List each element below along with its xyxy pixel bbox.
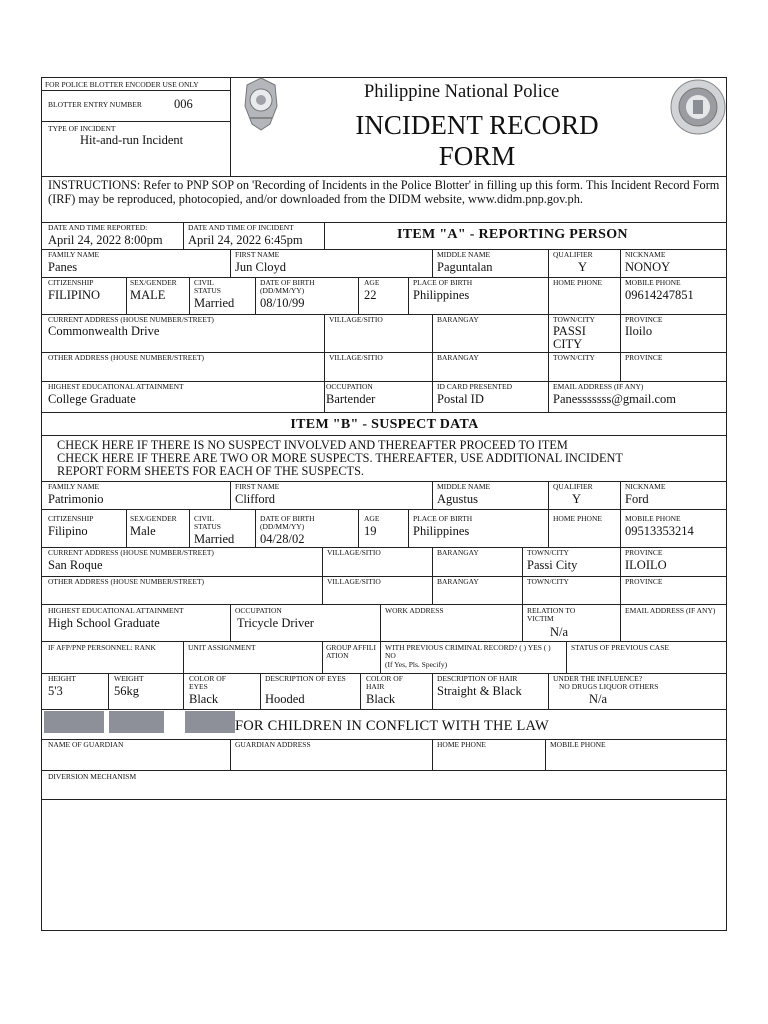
divider bbox=[183, 222, 184, 249]
divider bbox=[42, 709, 727, 710]
divider bbox=[620, 576, 621, 604]
reporter-id-card[interactable]: Postal ID bbox=[437, 392, 484, 406]
reporter-current-address[interactable]: Commonwealth Drive bbox=[48, 324, 160, 338]
village-label: VILLAGE/SITIO bbox=[329, 315, 383, 324]
children-heading: FOR CHILDREN IN CONFLICT WITH THE LAW bbox=[235, 718, 549, 734]
province-label: PROVINCE bbox=[625, 315, 663, 324]
suspect-nickname[interactable]: Ford bbox=[625, 492, 649, 506]
divider bbox=[255, 509, 256, 547]
town-label: TOWN/CITY bbox=[527, 577, 569, 586]
criminal-record-sub: (If Yes, Pls. Specify) bbox=[385, 660, 448, 669]
divider bbox=[620, 314, 621, 352]
divider bbox=[42, 739, 727, 740]
other-address-label: OTHER ADDRESS (HOUSE NUMBER/STREET) bbox=[48, 353, 205, 362]
relation-label: RELATION TO VICTIM bbox=[527, 606, 576, 623]
influence-label: UNDER THE INFLUENCE? bbox=[553, 674, 643, 683]
mobile-phone-label: MOBILE PHONE bbox=[625, 278, 681, 287]
divider bbox=[545, 739, 546, 770]
multiple-suspects-check-line2: REPORT FORM SHEETS FOR EACH OF THE SUSPECTS. bbox=[57, 464, 364, 478]
town-label: TOWN/CITY bbox=[553, 315, 595, 324]
suspect-middle-name[interactable]: Agustus bbox=[437, 492, 478, 506]
civil-status-label: CIVIL STATUS bbox=[194, 278, 221, 295]
guardian-name-label: NAME OF GUARDIAN bbox=[48, 740, 124, 749]
reporter-family-name[interactable]: Panes bbox=[48, 260, 78, 274]
divider bbox=[620, 547, 621, 576]
divider bbox=[324, 314, 325, 352]
divider bbox=[432, 249, 433, 277]
suspect-family-name[interactable]: Patrimonio bbox=[48, 492, 104, 506]
education-label: HIGHEST EDUCATIONAL ATTAINMENT bbox=[48, 382, 184, 391]
divider bbox=[620, 249, 621, 277]
divider bbox=[620, 604, 621, 641]
nickname-label: NICKNAME bbox=[625, 250, 666, 259]
criminal-record-label: WITH PREVIOUS CRIMINAL RECORD? ( ) YES ( ) NO bbox=[385, 643, 551, 660]
divider bbox=[230, 78, 231, 176]
guardian-home-phone-label: HOME PHONE bbox=[437, 740, 486, 749]
family-name-label: FAMILY NAME bbox=[48, 482, 100, 491]
divider bbox=[42, 121, 230, 122]
divider bbox=[183, 641, 184, 673]
divider bbox=[432, 673, 433, 709]
divider bbox=[620, 509, 621, 547]
suspect-civil-status[interactable]: Married bbox=[194, 532, 235, 546]
reporter-first-name[interactable]: Jun Cloyd bbox=[235, 260, 287, 274]
town-label: TOWN/CITY bbox=[553, 353, 595, 362]
suspect-qualifier[interactable]: Y bbox=[572, 492, 582, 506]
reporter-province[interactable]: Iloilo bbox=[625, 324, 653, 338]
no-suspect-check[interactable]: CHECK HERE IF THERE IS NO SUSPECT INVOLVED AND THEREAFTER PROCEED TO ITEM bbox=[57, 438, 568, 452]
form-title: INCIDENT RECORD bbox=[355, 110, 599, 140]
education-label: HIGHEST EDUCATIONAL ATTAINMENT bbox=[48, 606, 184, 615]
suspect-education[interactable]: High School Graduate bbox=[48, 616, 160, 630]
middle-name-label: MIDDLE NAME bbox=[437, 250, 491, 259]
divider bbox=[360, 673, 361, 709]
divider bbox=[324, 222, 325, 249]
suspect-eye-color[interactable]: Black bbox=[189, 692, 219, 706]
suspect-weight[interactable]: 56kg bbox=[114, 684, 139, 698]
reporter-town[interactable]: PASSI bbox=[553, 324, 586, 338]
reporter-citizenship[interactable]: FILIPINO bbox=[48, 288, 101, 302]
sex-label: SEX/GENDER bbox=[130, 514, 177, 523]
age-label: AGE bbox=[364, 278, 380, 287]
divider bbox=[432, 481, 433, 509]
village-label: VILLAGE/SITIO bbox=[327, 548, 381, 557]
divider bbox=[408, 509, 409, 547]
divider bbox=[189, 277, 190, 314]
diversion-mechanism-label: DIVERSION MECHANISM bbox=[48, 772, 137, 781]
influence-options: NO DRUGS LIQUOR OTHERS bbox=[559, 682, 659, 691]
group-affiliation-label: GROUP AFFILIATION bbox=[326, 643, 376, 660]
redacted-box bbox=[185, 711, 235, 733]
divider bbox=[380, 604, 381, 641]
divider bbox=[255, 277, 256, 314]
divider bbox=[358, 509, 359, 547]
afp-rank-label: IF AFP/PNP PERSONNEL: RANK bbox=[48, 643, 156, 652]
village-label: VILLAGE/SITIO bbox=[327, 577, 381, 586]
date-reported-value[interactable]: April 24, 2022 8:00pm bbox=[48, 233, 163, 247]
divider bbox=[380, 641, 381, 673]
work-address-label: WORK ADDRESS bbox=[385, 606, 444, 615]
encoder-use-label: FOR POLICE BLOTTER ENCODER USE ONLY bbox=[45, 80, 199, 89]
pnp-badge-icon bbox=[240, 76, 282, 132]
redacted-box bbox=[44, 711, 104, 733]
nickname-label: NICKNAME bbox=[625, 482, 666, 491]
suspect-province[interactable]: ILOILO bbox=[625, 558, 667, 572]
town-label: TOWN/CITY bbox=[527, 548, 569, 557]
suspect-mobile[interactable]: 09513353214 bbox=[625, 524, 694, 538]
qualifier-label: QUALIFIER bbox=[553, 482, 593, 491]
reporter-mobile[interactable]: 09614247851 bbox=[625, 288, 694, 302]
barangay-label: BARANGAY bbox=[437, 315, 479, 324]
barangay-label: BARANGAY bbox=[437, 548, 479, 557]
dob-label: DATE OF BIRTH (DD/MM/YY) bbox=[260, 514, 315, 531]
divider bbox=[432, 381, 433, 412]
suspect-citizenship[interactable]: Filipino bbox=[48, 524, 88, 538]
redacted-box bbox=[109, 711, 164, 733]
divider bbox=[42, 641, 727, 642]
unit-assignment-label: UNIT ASSIGNMENT bbox=[188, 643, 256, 652]
divider bbox=[230, 249, 231, 277]
divider bbox=[548, 352, 549, 381]
hair-color-label: COLOR OF HAIR bbox=[366, 674, 403, 691]
height-label: HEIGHT bbox=[48, 674, 76, 683]
other-address-label: OTHER ADDRESS (HOUSE NUMBER/STREET) bbox=[48, 577, 205, 586]
form-title-line2: FORM bbox=[438, 141, 516, 171]
divider bbox=[42, 604, 727, 605]
divider bbox=[42, 435, 727, 436]
divider bbox=[324, 352, 325, 381]
divider bbox=[548, 381, 549, 412]
reporter-qualifier[interactable]: Y bbox=[578, 260, 588, 274]
sex-label: SEX/GENDER bbox=[130, 278, 177, 287]
divider bbox=[260, 673, 261, 709]
pob-label: PLACE OF BIRTH bbox=[413, 514, 473, 523]
divider bbox=[230, 604, 231, 641]
divider bbox=[620, 352, 621, 381]
divider bbox=[126, 509, 127, 547]
province-label: PROVINCE bbox=[625, 353, 663, 362]
email-label: EMAIL ADDRESS (IF ANY) bbox=[625, 606, 716, 615]
eye-description-label: DESCRIPTION OF EYES bbox=[265, 674, 346, 683]
multiple-suspects-check[interactable]: CHECK HERE IF THERE ARE TWO OR MORE SUSPECTS. THEREAFTER, USE ADDITIONAL INCIDENT bbox=[57, 451, 623, 465]
divider bbox=[358, 277, 359, 314]
divider bbox=[522, 576, 523, 604]
hair-description-label: DESCRIPTION OF HAIR bbox=[437, 674, 518, 683]
middle-name-label: MIDDLE NAME bbox=[437, 482, 491, 491]
incident-type-label: TYPE OF INCIDENT bbox=[48, 124, 116, 133]
divider bbox=[42, 770, 727, 771]
divider bbox=[522, 547, 523, 576]
divider bbox=[230, 481, 231, 509]
divider bbox=[42, 509, 727, 510]
suspect-age[interactable]: 19 bbox=[364, 524, 377, 538]
item-b-heading: ITEM "B" - SUSPECT DATA bbox=[290, 417, 479, 432]
divider bbox=[432, 576, 433, 604]
item-a-heading: ITEM "A" - REPORTING PERSON bbox=[397, 227, 628, 242]
suspect-sex[interactable]: Male bbox=[130, 524, 156, 538]
date-incident-label: DATE AND TIME OF INCIDENT bbox=[188, 223, 294, 232]
family-name-label: FAMILY NAME bbox=[48, 250, 100, 259]
qualifier-label: QUALIFIER bbox=[553, 250, 593, 259]
suspect-occupation[interactable]: Tricycle Driver bbox=[237, 616, 314, 630]
divider bbox=[230, 739, 231, 770]
suspect-eye-description[interactable]: Hooded bbox=[265, 692, 305, 706]
reporter-sex[interactable]: MALE bbox=[130, 288, 166, 302]
reporter-middle-name[interactable]: Paguntalan bbox=[437, 260, 493, 274]
divider bbox=[548, 509, 549, 547]
divider bbox=[548, 314, 549, 352]
divider bbox=[432, 739, 433, 770]
citizenship-label: CITIZENSHIP bbox=[48, 278, 94, 287]
suspect-height[interactable]: 5'3 bbox=[48, 684, 63, 698]
reporter-dob[interactable]: 08/10/99 bbox=[260, 296, 305, 310]
citizenship-label: CITIZENSHIP bbox=[48, 514, 94, 523]
pob-label: PLACE OF BIRTH bbox=[413, 278, 473, 287]
current-address-label: CURRENT ADDRESS (HOUSE NUMBER/STREET) bbox=[48, 315, 214, 324]
title-rule bbox=[281, 77, 669, 78]
suspect-current-address[interactable]: San Roque bbox=[48, 558, 103, 572]
occupation-label: OCCUPATION bbox=[235, 606, 282, 615]
suspect-hair-description[interactable]: Straight & Black bbox=[437, 684, 522, 698]
first-name-label: FIRST NAME bbox=[235, 250, 280, 259]
item-b-heading-wrap bbox=[42, 415, 727, 433]
divider bbox=[620, 481, 621, 509]
divider bbox=[620, 277, 621, 314]
divider bbox=[42, 799, 727, 800]
divider bbox=[108, 673, 109, 709]
reporter-occupation[interactable]: Bartender bbox=[326, 392, 376, 406]
province-label: PROVINCE bbox=[625, 548, 663, 557]
suspect-dob[interactable]: 04/28/02 bbox=[260, 532, 305, 546]
divider bbox=[42, 90, 230, 91]
occupation-label: OCCUPATION bbox=[326, 382, 373, 391]
guardian-mobile-label: MOBILE PHONE bbox=[550, 740, 606, 749]
reporter-civil-status[interactable]: Married bbox=[194, 296, 235, 310]
reporter-age[interactable]: 22 bbox=[364, 288, 377, 302]
mobile-phone-label: MOBILE PHONE bbox=[625, 514, 681, 523]
date-reported-label: DATE AND TIME REPORTED: bbox=[48, 223, 148, 232]
suspect-pob[interactable]: Philippines bbox=[413, 524, 470, 538]
barangay-label: BARANGAY bbox=[437, 353, 479, 362]
divider bbox=[522, 604, 523, 641]
divider bbox=[183, 673, 184, 709]
divider bbox=[548, 249, 549, 277]
weight-label: WEIGHT bbox=[114, 674, 144, 683]
instructions-text: INSTRUCTIONS: Refer to PNP SOP on 'Recording of Incidents in the Police Blotter' in filling up this form. This Incident Record Form (IRF) may be reproduced, photocopied, and/or downloaded from the DIDM website, www.didm.pnp.gov.ph. bbox=[48, 178, 720, 206]
province-label: PROVINCE bbox=[625, 577, 663, 586]
reporter-education[interactable]: College Graduate bbox=[48, 392, 136, 406]
divider bbox=[548, 673, 549, 709]
first-name-label: FIRST NAME bbox=[235, 482, 280, 491]
suspect-hair-color[interactable]: Black bbox=[366, 692, 396, 706]
previous-case-label: STATUS OF PREVIOUS CASE bbox=[571, 643, 669, 652]
home-phone-label: HOME PHONE bbox=[553, 514, 602, 523]
age-label: AGE bbox=[364, 514, 380, 523]
date-incident-value[interactable]: April 24, 2022 6:45pm bbox=[188, 233, 303, 247]
dob-label: DATE OF BIRTH (DD/MM/YY) bbox=[260, 278, 315, 295]
reporter-pob[interactable]: Philippines bbox=[413, 288, 470, 302]
suspect-town[interactable]: Passi City bbox=[527, 558, 578, 572]
divider bbox=[432, 314, 433, 352]
divider bbox=[566, 641, 567, 673]
eye-color-label: COLOR OF EYES bbox=[189, 674, 226, 691]
divider bbox=[548, 277, 549, 314]
divider bbox=[432, 352, 433, 381]
blotter-entry-label: BLOTTER ENTRY NUMBER bbox=[48, 100, 142, 109]
suspect-influence[interactable]: N/a bbox=[589, 692, 608, 706]
divider bbox=[408, 277, 409, 314]
village-label: VILLAGE/SITIO bbox=[329, 353, 383, 362]
guardian-address-label: GUARDIAN ADDRESS bbox=[235, 740, 311, 749]
barangay-label: BARANGAY bbox=[437, 577, 479, 586]
suspect-first-name[interactable]: Clifford bbox=[235, 492, 276, 506]
divider bbox=[42, 412, 727, 413]
blotter-entry-value[interactable]: 006 bbox=[174, 97, 193, 111]
reporter-town-line2[interactable]: CITY bbox=[553, 337, 583, 351]
current-address-label: CURRENT ADDRESS (HOUSE NUMBER/STREET) bbox=[48, 548, 214, 557]
agency-name: Philippine National Police bbox=[364, 82, 560, 102]
email-label: EMAIL ADDRESS (IF ANY) bbox=[553, 382, 644, 391]
divider bbox=[189, 509, 190, 547]
divider bbox=[322, 641, 323, 673]
divider bbox=[322, 576, 323, 604]
divider bbox=[548, 481, 549, 509]
divider bbox=[324, 381, 325, 412]
divider bbox=[126, 277, 127, 314]
id-card-label: ID CARD PRESENTED bbox=[437, 382, 513, 391]
didm-seal-icon bbox=[669, 78, 727, 136]
divider bbox=[42, 176, 727, 177]
home-phone-label: HOME PHONE bbox=[553, 278, 602, 287]
reporter-email[interactable]: Panesssssss@gmail.com bbox=[553, 392, 676, 406]
incident-type-value[interactable]: Hit-and-run Incident bbox=[80, 133, 184, 147]
suspect-relation[interactable]: N/a bbox=[550, 625, 569, 639]
divider bbox=[322, 547, 323, 576]
reporter-nickname[interactable]: NONOY bbox=[625, 260, 671, 274]
divider bbox=[432, 547, 433, 576]
civil-status-label: CIVIL STATUS bbox=[194, 514, 221, 531]
incident-record-form bbox=[41, 77, 727, 931]
